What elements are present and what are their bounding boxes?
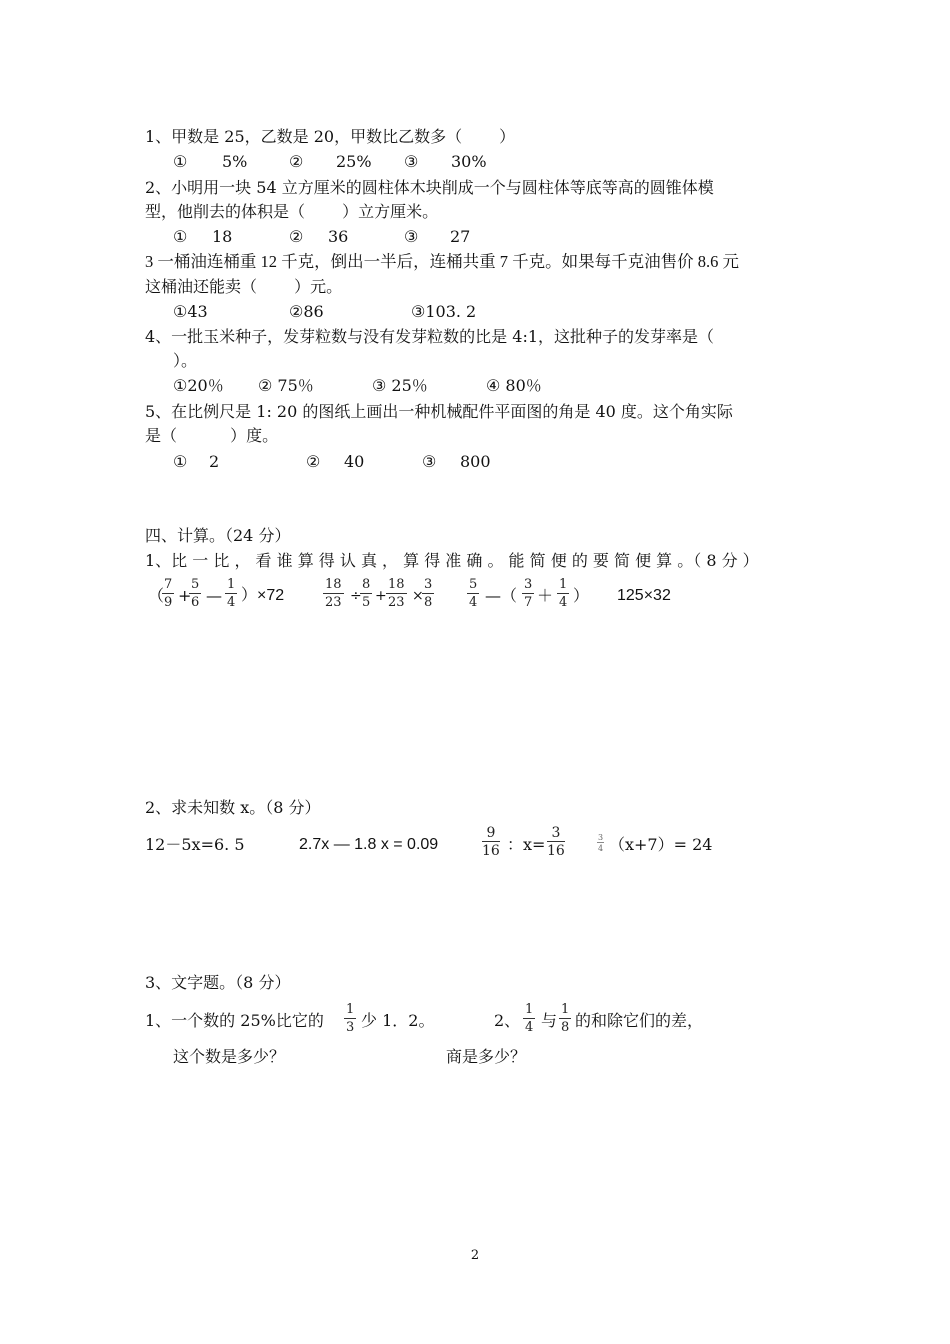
question-2-line-1: 2、小明用一块 54 立方厘米的圆柱体木块削成一个与圆柱体等底等高的圆锥体模 bbox=[145, 178, 714, 197]
expr4: 125×32 bbox=[617, 587, 671, 604]
expr1-fraction-2: $\frac{5}{6}$ bbox=[191, 577, 200, 610]
expr2-divide: ÷ bbox=[350, 588, 362, 604]
word-problem-2-fraction-1: $\frac{1}{4}$ bbox=[525, 1002, 534, 1035]
expr1-fraction-3: $\frac{1}{4}$ bbox=[227, 577, 236, 610]
q3-option-2: ②86 bbox=[289, 302, 324, 321]
q4-option-1: ①20％ bbox=[173, 376, 224, 395]
q1-option-2-value: 25% bbox=[336, 152, 372, 171]
q1-option-3-mark: ③ bbox=[404, 152, 419, 171]
q1-option-3-value: 30% bbox=[451, 152, 487, 171]
question-3-line-1: 3 一桶油连桶重 12 千克，倒出一半后，连桶共重 7 千克。如果每千克油售价 8.6 元 bbox=[145, 252, 739, 271]
question-2-line-2: 型，他削去的体积是（ ）立方厘米。 bbox=[145, 202, 439, 221]
q2-option-3-value: 27 bbox=[450, 227, 471, 246]
q5-option-2-mark: ② bbox=[306, 452, 321, 471]
q4-option-2: ② 75％ bbox=[258, 376, 314, 395]
q2-option-1-mark: ① bbox=[173, 227, 188, 246]
expr2-fraction-1: $\frac{18}{23}$ bbox=[325, 577, 342, 610]
expr3-plus: ＋ bbox=[537, 586, 554, 605]
expr1-plus: + bbox=[178, 586, 192, 605]
expr1-close-times-72: ）×72 bbox=[241, 587, 285, 604]
question-4-line-2: ）。 bbox=[173, 351, 198, 370]
expr3-fraction-3: $\frac{1}{4}$ bbox=[559, 577, 568, 610]
word-problem-2-and: 与 bbox=[541, 1011, 558, 1030]
question-3-line-2: 这桶油还能卖（ ）元。 bbox=[145, 277, 343, 296]
expr3-fraction-2: $\frac{3}{7}$ bbox=[524, 577, 533, 610]
word-problem-1-fraction: $\frac{1}{3}$ bbox=[346, 1002, 355, 1035]
equation-3-fraction-1: $\frac{9}{16}$ bbox=[482, 825, 500, 859]
question-1-text: 1、甲数是 25，乙数是 20，甲数比乙数多（ ） bbox=[145, 127, 516, 146]
word-problem-1-question: 这个数是多少？ bbox=[173, 1047, 286, 1066]
q5-option-3-mark: ③ bbox=[422, 452, 437, 471]
equation-2: 2.7x — 1.8 x = 0.09 bbox=[299, 836, 439, 853]
q3-option-3: ③103. 2 bbox=[411, 302, 477, 321]
equation-3-fraction-2: $\frac{3}{16}$ bbox=[547, 825, 565, 859]
expr3-close: ） bbox=[573, 586, 590, 605]
calc-part-2-title: 2、求未知数 x。（8 分） bbox=[145, 798, 321, 817]
q2-option-3-mark: ③ bbox=[404, 227, 419, 246]
word-problem-2-question: 商是多少？ bbox=[446, 1047, 527, 1066]
equation-3-colon-x: ：x= bbox=[507, 835, 546, 854]
q5-option-3-value: 800 bbox=[460, 452, 491, 471]
expr1-open-paren: （ bbox=[148, 586, 165, 605]
section-4-heading: 四、计算。（24 分） bbox=[145, 526, 291, 545]
calc-part-3-title: 3、文字题。（8 分） bbox=[145, 973, 291, 992]
word-problem-2-fraction-2: $\frac{1}{8}$ bbox=[561, 1002, 570, 1035]
expr2-fraction-2: $\frac{8}{5}$ bbox=[362, 577, 371, 610]
q5-option-1-value: 2 bbox=[209, 452, 220, 471]
expr3-fraction-1: $\frac{5}{4}$ bbox=[469, 577, 478, 610]
q2-option-2-mark: ② bbox=[289, 227, 304, 246]
question-4-line-1: 4、一批玉米种子，发芽粒数与没有发芽粒数的比是 4:1，这批种子的发芽率是（ bbox=[145, 327, 715, 346]
expr1-fraction-1: $\frac{7}{9}$ bbox=[164, 577, 173, 610]
equation-4-rest: （x+7）= 24 bbox=[609, 835, 713, 854]
equation-1: 12－5x=6. 5 bbox=[145, 835, 245, 854]
expr1-minus: — bbox=[206, 586, 222, 605]
q2-option-1-value: 18 bbox=[212, 227, 233, 246]
expr2-plus: + bbox=[375, 588, 387, 604]
word-problem-1-text-b: 少 1．2。 bbox=[361, 1011, 435, 1030]
calc-part-1-title: 1、比 一 比 ， 看 谁 算 得 认 真 ， 算 得 准 确 。 能 简 便 的 要 简 便 算 。（ 8 分 ） bbox=[145, 551, 759, 570]
q1-option-1-mark: ① bbox=[173, 152, 188, 171]
equation-4-fraction: $\frac{3}{4}$ bbox=[598, 833, 604, 853]
q4-option-4: ④ 80％ bbox=[486, 376, 542, 395]
question-5-line-1: 5、在比例尺是 1: 20 的图纸上画出一种机械配件平面图的角是 40 度。这个角实际 bbox=[145, 402, 733, 421]
q4-option-3: ③ 25％ bbox=[372, 376, 428, 395]
q2-option-2-value: 36 bbox=[328, 227, 349, 246]
word-problem-1-text-a: 1、一个数的 25%比它的 bbox=[145, 1011, 324, 1030]
q5-option-1-mark: ① bbox=[173, 452, 188, 471]
expr2-times: × bbox=[412, 588, 424, 604]
q1-option-1-value: 5% bbox=[222, 152, 248, 171]
q3-option-1: ①43 bbox=[173, 302, 208, 321]
word-problem-2-text: 的和除它们的差， bbox=[575, 1011, 704, 1030]
expr2-fraction-3: $\frac{18}{23}$ bbox=[388, 577, 405, 610]
q1-option-2-mark: ② bbox=[289, 152, 304, 171]
question-5-line-2: 是（ ）度。 bbox=[145, 426, 279, 445]
word-problem-2-number: 2、 bbox=[494, 1011, 521, 1030]
expr2-fraction-4: $\frac{3}{8}$ bbox=[424, 577, 433, 610]
page-number: 2 bbox=[470, 1248, 480, 1263]
expr3-minus-open: —（ bbox=[485, 586, 518, 605]
q5-option-2-value: 40 bbox=[344, 452, 365, 471]
